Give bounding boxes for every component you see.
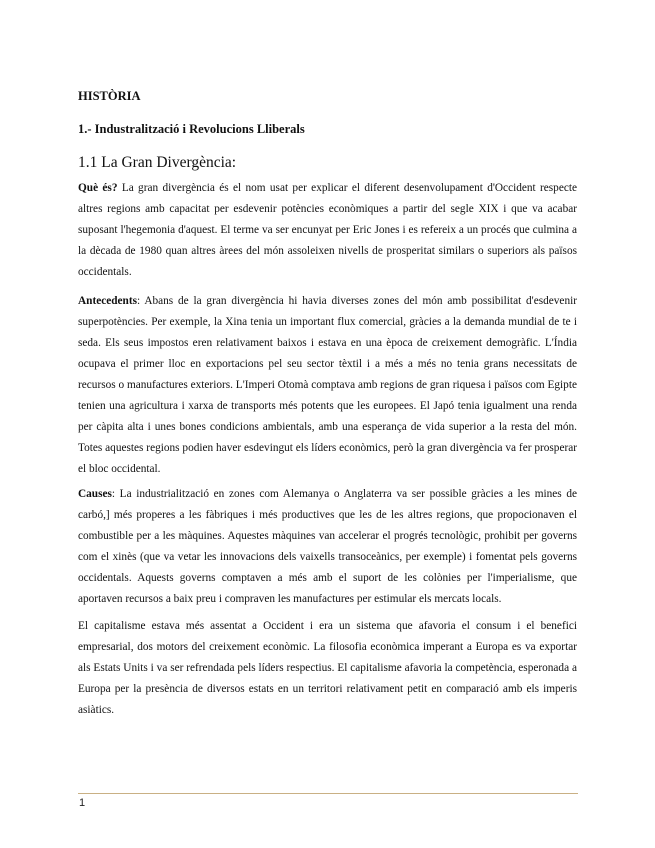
paragraph-antecedents bbox=[78, 291, 577, 480]
paragraph-text: El capitalisme estava més assentat a Occident i era un sistema que afavoria el consum i el benefici empresarial, dos motors del creixement econòmic. La filosofia econòmica imperant a Europa es va exportar als Estats Units i va ser refrendada pels líders respectius. El capitalisme afavoria la competència, esperonada a Europa per la presència de diversos estats en un territori relativament petit en comparació amb els imperis asiàtics. bbox=[78, 620, 577, 716]
paragraph-que-es bbox=[78, 178, 577, 283]
paragraph-lead: Causes bbox=[78, 488, 112, 500]
paragraph-capitalisme bbox=[78, 616, 577, 721]
paragraph-text: : Abans de la gran divergència hi havia diverses zones del món amb possibilitat d'esdevenir superpotències. Per exemple, la Xina tenia un important flux comercial, gràcies a la demanda mundial de te i seda. Els seus impostos eren relativament baixos i estava en una època de creixement demogràfic. L'Índia ocupava el primer lloc en exportacions pel seu sector tèxtil i a més a més no tenia grans necessitats de recursos o manufactures exteriors. L'Imperi Otomà comptava amb regions de gran riquesa i països com Egipte tenien una agricultura i xarxa de transports més potents que les europees. El Japó tenia igualment una renda per càpita alta i unes bones condicions ambientals, amb una esperança de vida superior a la resta del món. Totes aquestes regions podien haver esdevingut els líders econòmics, però la gran divergència va fer prosperar el bloc occidental. bbox=[78, 295, 577, 475]
footer-divider bbox=[78, 793, 578, 794]
page-number: 1 bbox=[79, 797, 86, 809]
paragraph-text: La gran divergència és el nom usat per explicar el diferent desenvolupament d'Occident respecte altres regions amb capacitat per esdevenir potències econòmiques a partir del segle XIX i que va acabar suposant l'hegemonia d'aquest. El terme va ser encunyat per Eric Jones i es refereix a un procés que culmina a la dècada de 1980 quan altres àrees del món assoleixen nivells de prosperitat similars o superiors als països occidentals. bbox=[78, 182, 577, 278]
subsection-heading: 1.1 La Gran Divergència: bbox=[78, 154, 237, 171]
paragraph-causes bbox=[78, 484, 577, 610]
paragraph-lead: Antecedents bbox=[78, 295, 137, 307]
section-heading: 1.- Industralització i Revolucions Lliberals bbox=[78, 122, 305, 136]
paragraph-lead: Què és? bbox=[78, 182, 118, 194]
paragraph-text: : La industrialització en zones com Alemanya o Anglaterra va ser possible gràcies a les mines de carbó,] més properes a les fàbriques i més productives que les de les altres regions, que propocionaven el combustible per a les màquines. Aquestes màquines van accelerar el progrés tecnològic, prohibit per governs com el xinès (que va vetar les innovacions dels vaixells transoceànics, per exemple) i fomentat pels governs occidentals. Aquests governs comptaven a més amb el suport de les colònies per l'imperialisme, que aportaven recursos a baix preu i compraven les manufactures per estimular els mercats locals. bbox=[78, 488, 577, 605]
document-title: HISTÒRIA bbox=[78, 89, 141, 103]
